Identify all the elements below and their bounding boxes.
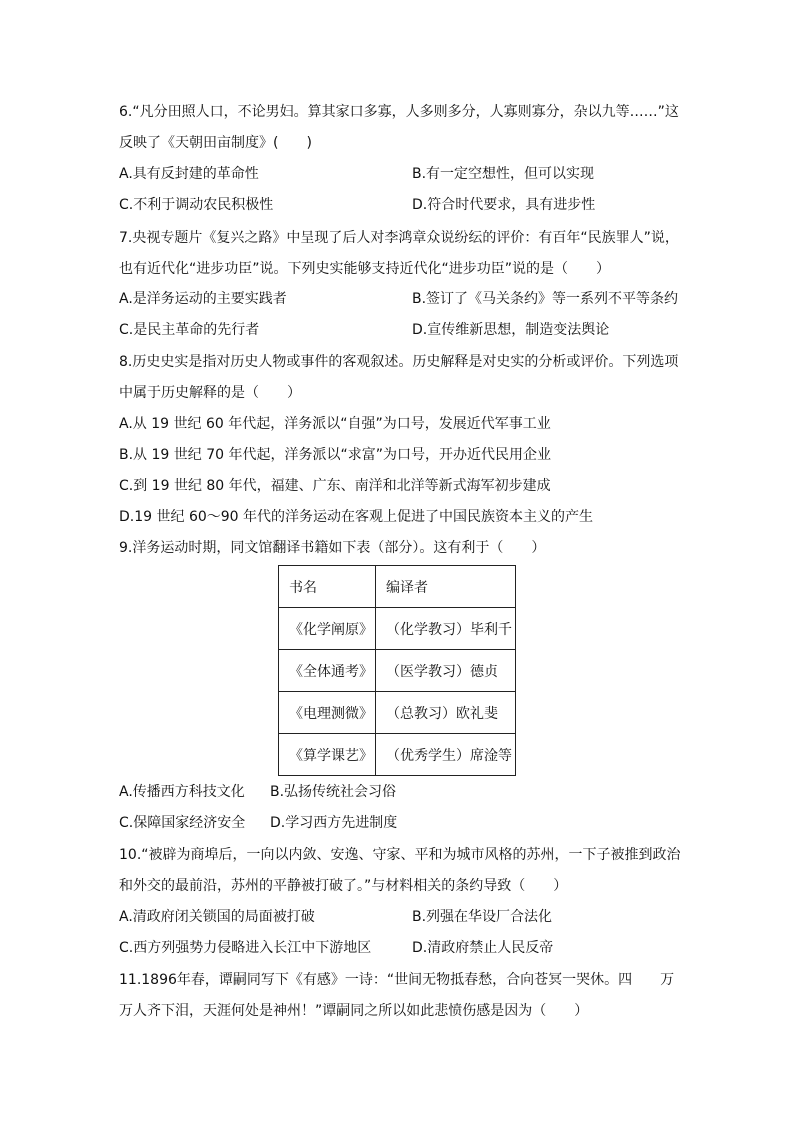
q10-option-d: D.清政府禁止人民反帝: [412, 940, 554, 956]
q8-option-a: A.从 19 世纪 60 年代起，洋务派以“自强”为口号，发展近代军事工业: [119, 416, 551, 432]
q11-stem-line-2: 万人齐下泪，天涯何处是神州！”谭嗣同之所以如此悲愤伤感是因为（ ）: [119, 1003, 589, 1019]
q7-stem-line-2: 也有近代化“进步功臣”说。下列史实能够支持近代化“进步功臣”说的是（ ）: [119, 261, 611, 277]
table-header-cell: 书名: [279, 566, 376, 608]
table-cell: 《全体通考》: [279, 650, 376, 692]
q7-option-b: B.签订了《马关条约》等一系列不平等条约: [412, 291, 679, 307]
q10-option-c: C.西方列强势力侵略进入长江中下游地区: [119, 940, 372, 956]
q8-option-d: D.19 世纪 60～90 年代的洋务运动在客观上促进了中国民族资本主义的产生: [119, 509, 594, 525]
q7-option-c: C.是民主革命的先行者: [119, 322, 260, 338]
q7-option-d: D.宣传维新思想，制造变法舆论: [412, 322, 610, 338]
q9-option-d: D.学习西方先进制度: [270, 815, 398, 831]
q8-option-b: B.从 19 世纪 70 年代起，洋务派以“求富”为口号，开办近代民用企业: [119, 447, 551, 463]
table-cell: 《化学阐原》: [279, 608, 376, 650]
q10-option-a: A.清政府闭关锁国的局面被打破: [119, 909, 315, 925]
table-row: [279, 692, 516, 734]
table-row: [279, 734, 516, 776]
q11-stem-line-1: 11.1896年春，谭嗣同写下《有感》一诗：“世间无物抵春愁，合向苍冥一哭休。四 万: [119, 972, 675, 988]
table-row: [279, 608, 516, 650]
q9-option-b: B.弘扬传统社会习俗: [270, 784, 397, 800]
q10-stem-line-2: 和外交的最前沿，苏州的平静被打破了。”与材料相关的条约导致（ ）: [119, 878, 568, 894]
q8-stem-line-2: 中属于历史解释的是（ ）: [119, 385, 301, 401]
q9-stem-line-1: 9.洋务运动时期，同文馆翻译书籍如下表（部分）。这有利于（ ）: [119, 540, 546, 556]
q10-option-b: B.列强在华设厂合法化: [412, 909, 553, 925]
q8-stem-line-1: 8.历史史实是指对历史人物或事件的客观叙述。历史解释是对史实的分析或评价。下列选项: [119, 354, 679, 370]
q6-option-c: C.不利于调动农民积极性: [119, 197, 274, 213]
translated-books-table: [278, 565, 516, 776]
q8-option-c: C.到 19 世纪 80 年代，福建、广东、南洋和北洋等新式海军初步建成: [119, 478, 551, 494]
table-cell: 《电理测微》: [279, 692, 376, 734]
q6-option-b: B.有一定空想性，但可以实现: [412, 166, 595, 182]
q7-option-a: A.是洋务运动的主要实践者: [119, 291, 287, 307]
table-header-cell: 编译者: [376, 566, 516, 608]
q6-stem-line-1: 6.“凡分田照人口，不论男妇。算其家口多寡，人多则多分，人寡则寡分，杂以九等……”这: [119, 104, 679, 120]
table-cell: 《算学课艺》: [279, 734, 376, 776]
q9-option-c: C.保障国家经济安全: [119, 815, 246, 831]
table-header-row: [279, 566, 516, 608]
table-cell: （总教习）欧礼斐: [376, 692, 516, 734]
q7-stem-line-1: 7.央视专题片《复兴之路》中呈现了后人对李鸿章众说纷纭的评价：有百年“民族罪人”说，: [119, 230, 679, 246]
table-cell: （化学教习）毕利千: [376, 608, 516, 650]
q6-option-a: A.具有反封建的革命性: [119, 166, 259, 182]
table-row: [279, 650, 516, 692]
q9-option-a: A.传播西方科技文化: [119, 784, 245, 800]
table-cell: （优秀学生）席淦等: [376, 734, 516, 776]
q6-option-d: D.符合时代要求，具有进步性: [412, 197, 596, 213]
q10-stem-line-1: 10.“被辟为商埠后，一向以内敛、安逸、守家、平和为城市风格的苏州，一下子被推到政治: [119, 847, 681, 863]
table-cell: （医学教习）德贞: [376, 650, 516, 692]
q6-stem-line-2: 反映了《天朝田亩制度》( ): [119, 135, 312, 151]
